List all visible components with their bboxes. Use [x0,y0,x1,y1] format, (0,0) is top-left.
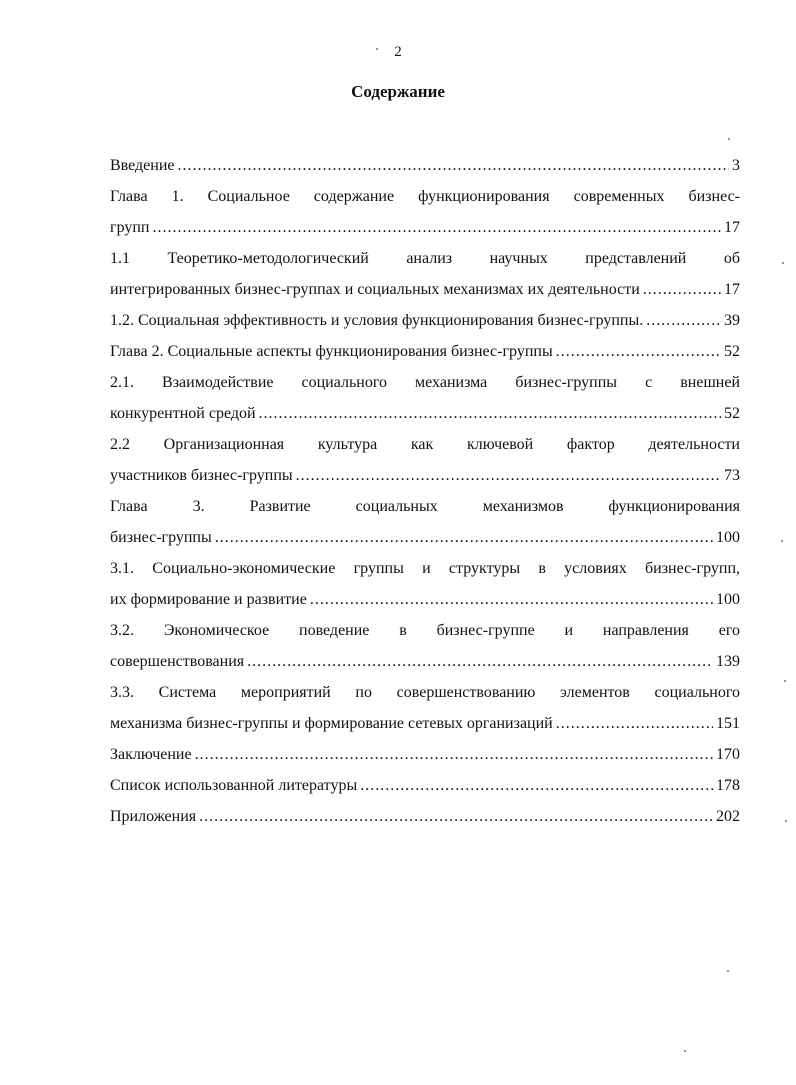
toc-line [110,646,740,677]
toc-entry-page: 52 [724,343,740,360]
toc-line [110,801,740,832]
toc-entry [110,367,740,429]
toc-line [110,677,740,708]
dot-leader [259,398,721,429]
toc-entry-label: совершенствования [110,653,245,670]
toc-line [110,491,740,522]
toc-entry-page: 178 [716,777,740,794]
toc-entry-label: интегрированных бизнес-группах и социальных механизмах их деятельности [110,281,640,298]
toc-entry-label: Глава 2. Социальные аспекты функционирования бизнес-группы [110,343,553,360]
toc-entry-page: 39 [724,312,740,329]
toc-entry-page: 3 [732,157,740,174]
toc-entry [110,801,740,832]
toc-entry-label: бизнес-группы [110,529,212,546]
toc-line [110,150,740,181]
page-number: 2 [394,44,402,60]
toc-entry-label: 1.2. Социальная эффективность и условия функционирования бизнес-группы. [110,312,644,329]
toc-entry-label: 3.1. Социально-экономические группы и структуры в условиях бизнес-групп, [110,560,740,577]
toc-line [110,181,740,212]
toc-line [110,398,740,429]
toc-entry-label: групп [110,219,150,236]
toc-line [110,522,740,553]
toc-line [110,336,740,367]
toc-entry-page: 100 [716,529,740,546]
toc-entry [110,305,740,336]
dot-leader [360,770,713,801]
dot-leader [195,739,713,770]
toc-entry-page: 170 [716,746,740,763]
page-title: Содержание [351,82,445,101]
toc-entry-label: Введение [110,157,175,174]
dot-leader [215,522,713,553]
toc-entry-label: их формирование и развитие [110,591,307,608]
toc-entry-label: механизма бизнес-группы и формирование сетевых организаций [110,715,553,732]
toc-entry [110,336,740,367]
toc-entry-label: Глава 1. Социальное содержание функционирования современных бизнес- [110,188,740,205]
toc-entry-label: 2.1. Взаимодействие социального механизма бизнес-группы с внешней [110,374,740,391]
toc-entry [110,677,740,739]
toc-entry-label: Приложения [110,808,197,825]
toc-line [110,584,740,615]
dot-leader [646,305,721,336]
toc-entry-page: 151 [716,715,740,732]
dot-leader [556,708,713,739]
toc-line [110,460,740,491]
toc-line [110,212,740,243]
dot-leader [152,212,721,243]
toc-entry [110,739,740,770]
toc-line [110,770,740,801]
dot-leader [178,150,730,181]
dot-leader [296,460,721,491]
toc-line [110,243,740,274]
toc-entry-page: 17 [724,219,740,236]
toc-entry-label: конкурентной средой [110,405,256,422]
toc-line [110,553,740,584]
toc-line [110,708,740,739]
toc-entry [110,770,740,801]
toc-entry-page: 73 [724,467,740,484]
toc-entry [110,615,740,677]
toc-line [110,305,740,336]
toc-entry [110,553,740,615]
toc-entry-label: Заключение [110,746,192,763]
toc-entry-page: 139 [716,653,740,670]
toc-entry [110,429,740,491]
toc-line [110,429,740,460]
table-of-contents [110,150,740,832]
toc-entry-label: Глава 3. Развитие социальных механизмов функционирования [110,498,740,515]
toc-entry-label: 3.2. Экономическое поведение в бизнес-группе и направления его [110,622,740,639]
toc-line [110,274,740,305]
toc-entry-label: Список использованной литературы [110,777,358,794]
toc-entry-label: 3.3. Система мероприятий по совершенствованию элементов социального [110,684,740,701]
toc-entry [110,243,740,305]
dot-leader [247,646,713,677]
dot-leader [310,584,713,615]
toc-entry-page: 52 [724,405,740,422]
toc-entry-label: 1.1 Теоретико-методологический анализ научных представлений об [110,250,740,267]
toc-entry-page: 100 [716,591,740,608]
toc-entry [110,491,740,553]
dot-leader [643,274,721,305]
toc-line [110,739,740,770]
dot-leader [199,801,713,832]
toc-entry-label: 2.2 Организационная культура как ключевой фактор деятельности [110,436,740,453]
toc-entry [110,181,740,243]
toc-entry [110,150,740,181]
toc-entry-label: участников бизнес-группы [110,467,293,484]
toc-line [110,367,740,398]
toc-entry-page: 202 [716,808,740,825]
toc-entry-page: 17 [724,281,740,298]
toc-line [110,615,740,646]
dot-leader [556,336,721,367]
